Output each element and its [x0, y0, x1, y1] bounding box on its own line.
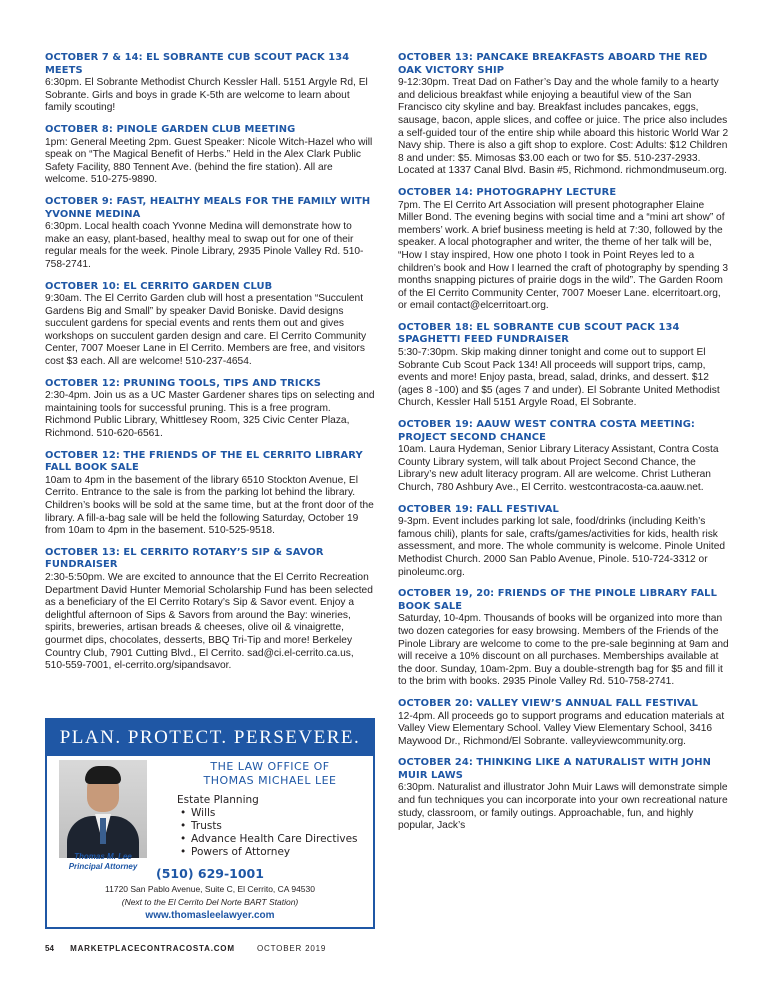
event-title: OCTOBER 13: EL CERRITO ROTARY’S SIP & SAVOR FUNDRAISER	[45, 546, 324, 571]
event-title: OCTOBER 24: THINKING LIKE A NATURALIST WITH JOHN MUIR LAWS	[398, 757, 711, 781]
event-body: 2:30-4pm. Join us as a UC Master Gardener shares tips on selecting and maintaining tools for successful pruning. This is a free program. Richmond Public Library, Whittlesey Room, 325 Civic Center Plaza, Richmond. 510-620-6561.	[45, 390, 375, 440]
page-number: 54	[45, 944, 54, 953]
page-footer	[45, 944, 326, 953]
event-title: OCTOBER 13: PANCAKE BREAKFASTS ABOARD THE RED OAK VICTORY SHIP	[398, 52, 708, 76]
service-item: • Advance Health Care Directives	[191, 833, 367, 846]
event-item	[398, 187, 730, 313]
event-title: OCTOBER 10: EL CERRITO GARDEN CLUB	[45, 280, 273, 292]
event-item	[45, 124, 375, 187]
service-item: • Trusts	[191, 820, 367, 833]
event-item	[45, 281, 375, 369]
firm-name-line: THOMAS MICHAEL LEE	[203, 774, 337, 787]
event-body: 1pm: General Meeting 2pm. Guest Speaker: Nicole Witch-Hazel who will speak on “The Magical Benefit of Herbs.” Held in the Alex Clark Public Safety Facility, 880 Tennent Ave. (behind the fire station). All are welcome. 510-275-9890.	[45, 136, 373, 186]
event-body: 9:30am. The El Cerrito Garden club will host a presentation “Succulent Gardens Big and Small” by speaker David Boniske. David designs succulent gardens for special events and rents them out and gives workshops on succulent garden design and care. El Cerrito Community Center, 7007 Moeser Lane in El Cerrito. Members are free, and visitors cost $3 each. All are welcome! 510-237-4654.	[45, 293, 367, 368]
event-body: 6:30pm. Naturalist and illustrator John Muir Laws will demonstrate simple and fun techniques you can incorporate into your own recreational nature study, classroom, or family outings. Approachable, fun, and highly popular, Jack’s	[398, 782, 728, 832]
event-item	[398, 419, 730, 495]
attorney-photo	[59, 760, 147, 858]
service-item: • Powers of Attorney	[191, 846, 367, 859]
event-body: 2:30-5:50pm. We are excited to announce that the El Cerrito Recreation Department David Hunter Memorial Scholarship Fund has been selected as a beneficiary of the El Cerrito Rotary’s Sip & Savor event. Enjoy a delightful afternoon of Sips & Savors from around the Bay: wineries, spirits, breweries, artisan breads & cheeses, olive oil & vinaigrette, gourmet dips, chocolates, desserts, BBQ Tri-Tip and more! Berkeley Country Club, 7901 Cutting Blvd., El Cerrito. sad@ci.el-cerrito.ca.us, 510-559-7001, el-cerrito.org/sipandsavor.	[45, 571, 373, 672]
event-title: OCTOBER 19, 20: FRIENDS OF THE PINOLE LIBRARY FALL BOOK SALE	[398, 588, 717, 612]
attorney-role: Principal Attorney	[68, 862, 138, 871]
event-title: OCTOBER 19: FALL FESTIVAL	[398, 503, 559, 515]
office-location-note: (Next to the El Cerrito Del Norte BART Station)	[121, 897, 299, 907]
event-item	[398, 52, 730, 178]
event-title: OCTOBER 9: FAST, HEALTHY MEALS FOR THE FAMILY WITH YVONNE MEDINA	[45, 195, 371, 220]
event-body: 12-4pm. All proceeds go to support programs and education materials at Valley View Elementary School. Valley View Elementary School, 3416 Maywood Dr., Richmond/El Sobrante. valleyviewcommunity.org.	[398, 710, 725, 747]
event-body: 6:30pm. El Sobrante Methodist Church Kessler Hall. 5151 Argyle Rd, El Sobrante. Girls and boys in grade K-5th are welcome to learn about family scouting!	[45, 77, 368, 114]
event-item	[398, 588, 730, 689]
ad-banner: PLAN. PROTECT. PERSEVERE.	[47, 720, 373, 756]
website-link[interactable]: www.thomasleelawyer.com	[145, 910, 275, 921]
event-body: 10am to 4pm in the basement of the library 6510 Stockton Avenue, El Cerrito. Entrance to the sale is from the parking lot behind the library. Children’s books will be sold at the same time, but at the front door of the library. A fill-a-bag sale will be held the following Saturday, October 19 from 10am to 4pm in the basement. 510-525-9518.	[45, 474, 374, 537]
firm-name	[175, 760, 365, 788]
event-item	[45, 378, 375, 441]
event-body: 6:30pm. Local health coach Yvonne Medina will demonstrate how to make an easy, plant-based, healthy meal to swap out for one of their regular meals for the week. Pinole Library, 2935 Pinole Valley Rd. 510-758-2741.	[45, 221, 364, 270]
event-body: 7pm. The El Cerrito Art Association will present photographer Elaine Miller Bond. The evening begins with social time and a “mini art show” of members’ work. A brief business meeting is held at 7:30, followed by the speaker. A local photographer and writer, the theme of her talk will be, “How I stay inspired, How one photo I took in Point Reyes led to a children’s book and How I learned the craft of photography by spending 3 months snapping pictures of prairie dogs in the wild”. The Garden Room of the El Cerrito Community Center, 7007 Moeser Lane. elcerritoart.org, or email contact@elcerritoart.org.	[398, 199, 728, 312]
event-item	[45, 196, 375, 272]
attorney-name: Thomas M. Lee	[74, 852, 132, 861]
event-title: OCTOBER 14: PHOTOGRAPHY LECTURE	[398, 186, 617, 198]
event-title: OCTOBER 8: PINOLE GARDEN CLUB MEETING	[45, 123, 296, 135]
phone-number: (510) 629-1001	[156, 866, 264, 881]
left-column	[45, 52, 375, 682]
event-item	[45, 52, 375, 115]
event-title: OCTOBER 12: THE FRIENDS OF THE EL CERRITO LIBRARY FALL BOOK SALE	[45, 449, 363, 474]
event-item	[398, 322, 730, 410]
event-item	[45, 450, 375, 538]
event-title: OCTOBER 7 & 14: EL SOBRANTE CUB SCOUT PACK 134 MEETS	[45, 52, 350, 76]
footer-site: MARKETPLACECONTRACOSTA.COM	[70, 944, 235, 953]
event-body: 9-3pm. Event includes parking lot sale, food/drinks (including Keith’s famous chili), plants for sale, crafts/games/activities for kids, health risk assessment, and more. The whole community is welcome. Pinole United Methodist Church. 2000 San Pablo Avenue, Pinole. 510-724-3312 or pinoleumc.org.	[398, 516, 726, 578]
event-item	[398, 504, 730, 580]
event-item	[398, 757, 730, 833]
event-item	[398, 698, 730, 748]
event-item	[45, 547, 375, 673]
right-column	[398, 52, 730, 842]
service-item: • Wills	[191, 807, 367, 820]
event-body: 10am. Laura Hydeman, Senior Library Literacy Assistant, Contra Costa County Library system, will talk about Project Second Chance, the Library’s new adult literacy program. All are welcome. Christ Lutheran Church, 780 Ashbury Ave., El Cerrito. westcontracosta-ca.aauw.net.	[398, 444, 719, 493]
event-title: OCTOBER 12: PRUNING TOOLS, TIPS AND TRICKS	[45, 377, 321, 389]
event-title: OCTOBER 18: EL SOBRANTE CUB SCOUT PACK 134 SPAGHETTI FEED FUNDRAISER	[398, 321, 680, 346]
event-body: 5:30-7:30pm. Skip making dinner tonight and come out to support El Sobrante Cub Scout Pack 134! All proceeds will support trips, camp, events and more! Enjoy pasta, bread, salad, drinks, and dessert. $12 (ages 8 -100) and $5 (ages 7 and under). El Sobrante United Methodist Church, Kessler Hall 5151 Argyle Road, El Sobrante.	[398, 347, 720, 409]
event-title: OCTOBER 19: AAUW WEST CONTRA COSTA MEETING: PROJECT SECOND CHANCE	[398, 419, 695, 443]
footer-issue: OCTOBER 2019	[257, 944, 327, 953]
firm-name-line: THE LAW OFFICE OF	[210, 760, 330, 773]
office-address: 11720 San Pablo Avenue, Suite C, El Cerrito, CA 94530	[105, 884, 315, 894]
event-title: OCTOBER 20: VALLEY VIEW’S ANNUAL FALL FESTIVAL	[398, 697, 699, 709]
services-list	[177, 794, 367, 859]
event-body: Saturday, 10-4pm. Thousands of books will be organized into more than two dozen categories for easy browsing. Members of the Friends of the Pinole Library are welcome to come to the pre-sale beginning at 9am and will receive a 10% discount on all purchases. Memberships available at the door. Sunday, 10am-2pm. Buy a double-strength bag for $5 and fill it to the brim with books. 2935 Pinole Valley Rd. 510-758-2741.	[398, 613, 729, 688]
services-title: Estate Planning	[177, 794, 259, 806]
event-body: 9-12:30pm. Treat Dad on Father’s Day and the whole family to a hearty and delicious breakfast while enjoying a beautiful view of the San Francisco city skyline and bay. Breakfast includes pancakes, eggs, sausage, bacon, apple slices, and coffee or juice. The price also includes a self-guided tour of the entire ship while aboard this historic World War 2 Navy ship. There is also a gift shop to explore. Cost: Adults: $12 Children 8 and under: $5. Mimosas $3.00 each or two for $5. 510-237-2933. Located at 1337 Canal Blvd. Basin #5, Richmond. richmondmuseum.org.	[398, 77, 729, 177]
law-office-ad	[45, 718, 375, 929]
